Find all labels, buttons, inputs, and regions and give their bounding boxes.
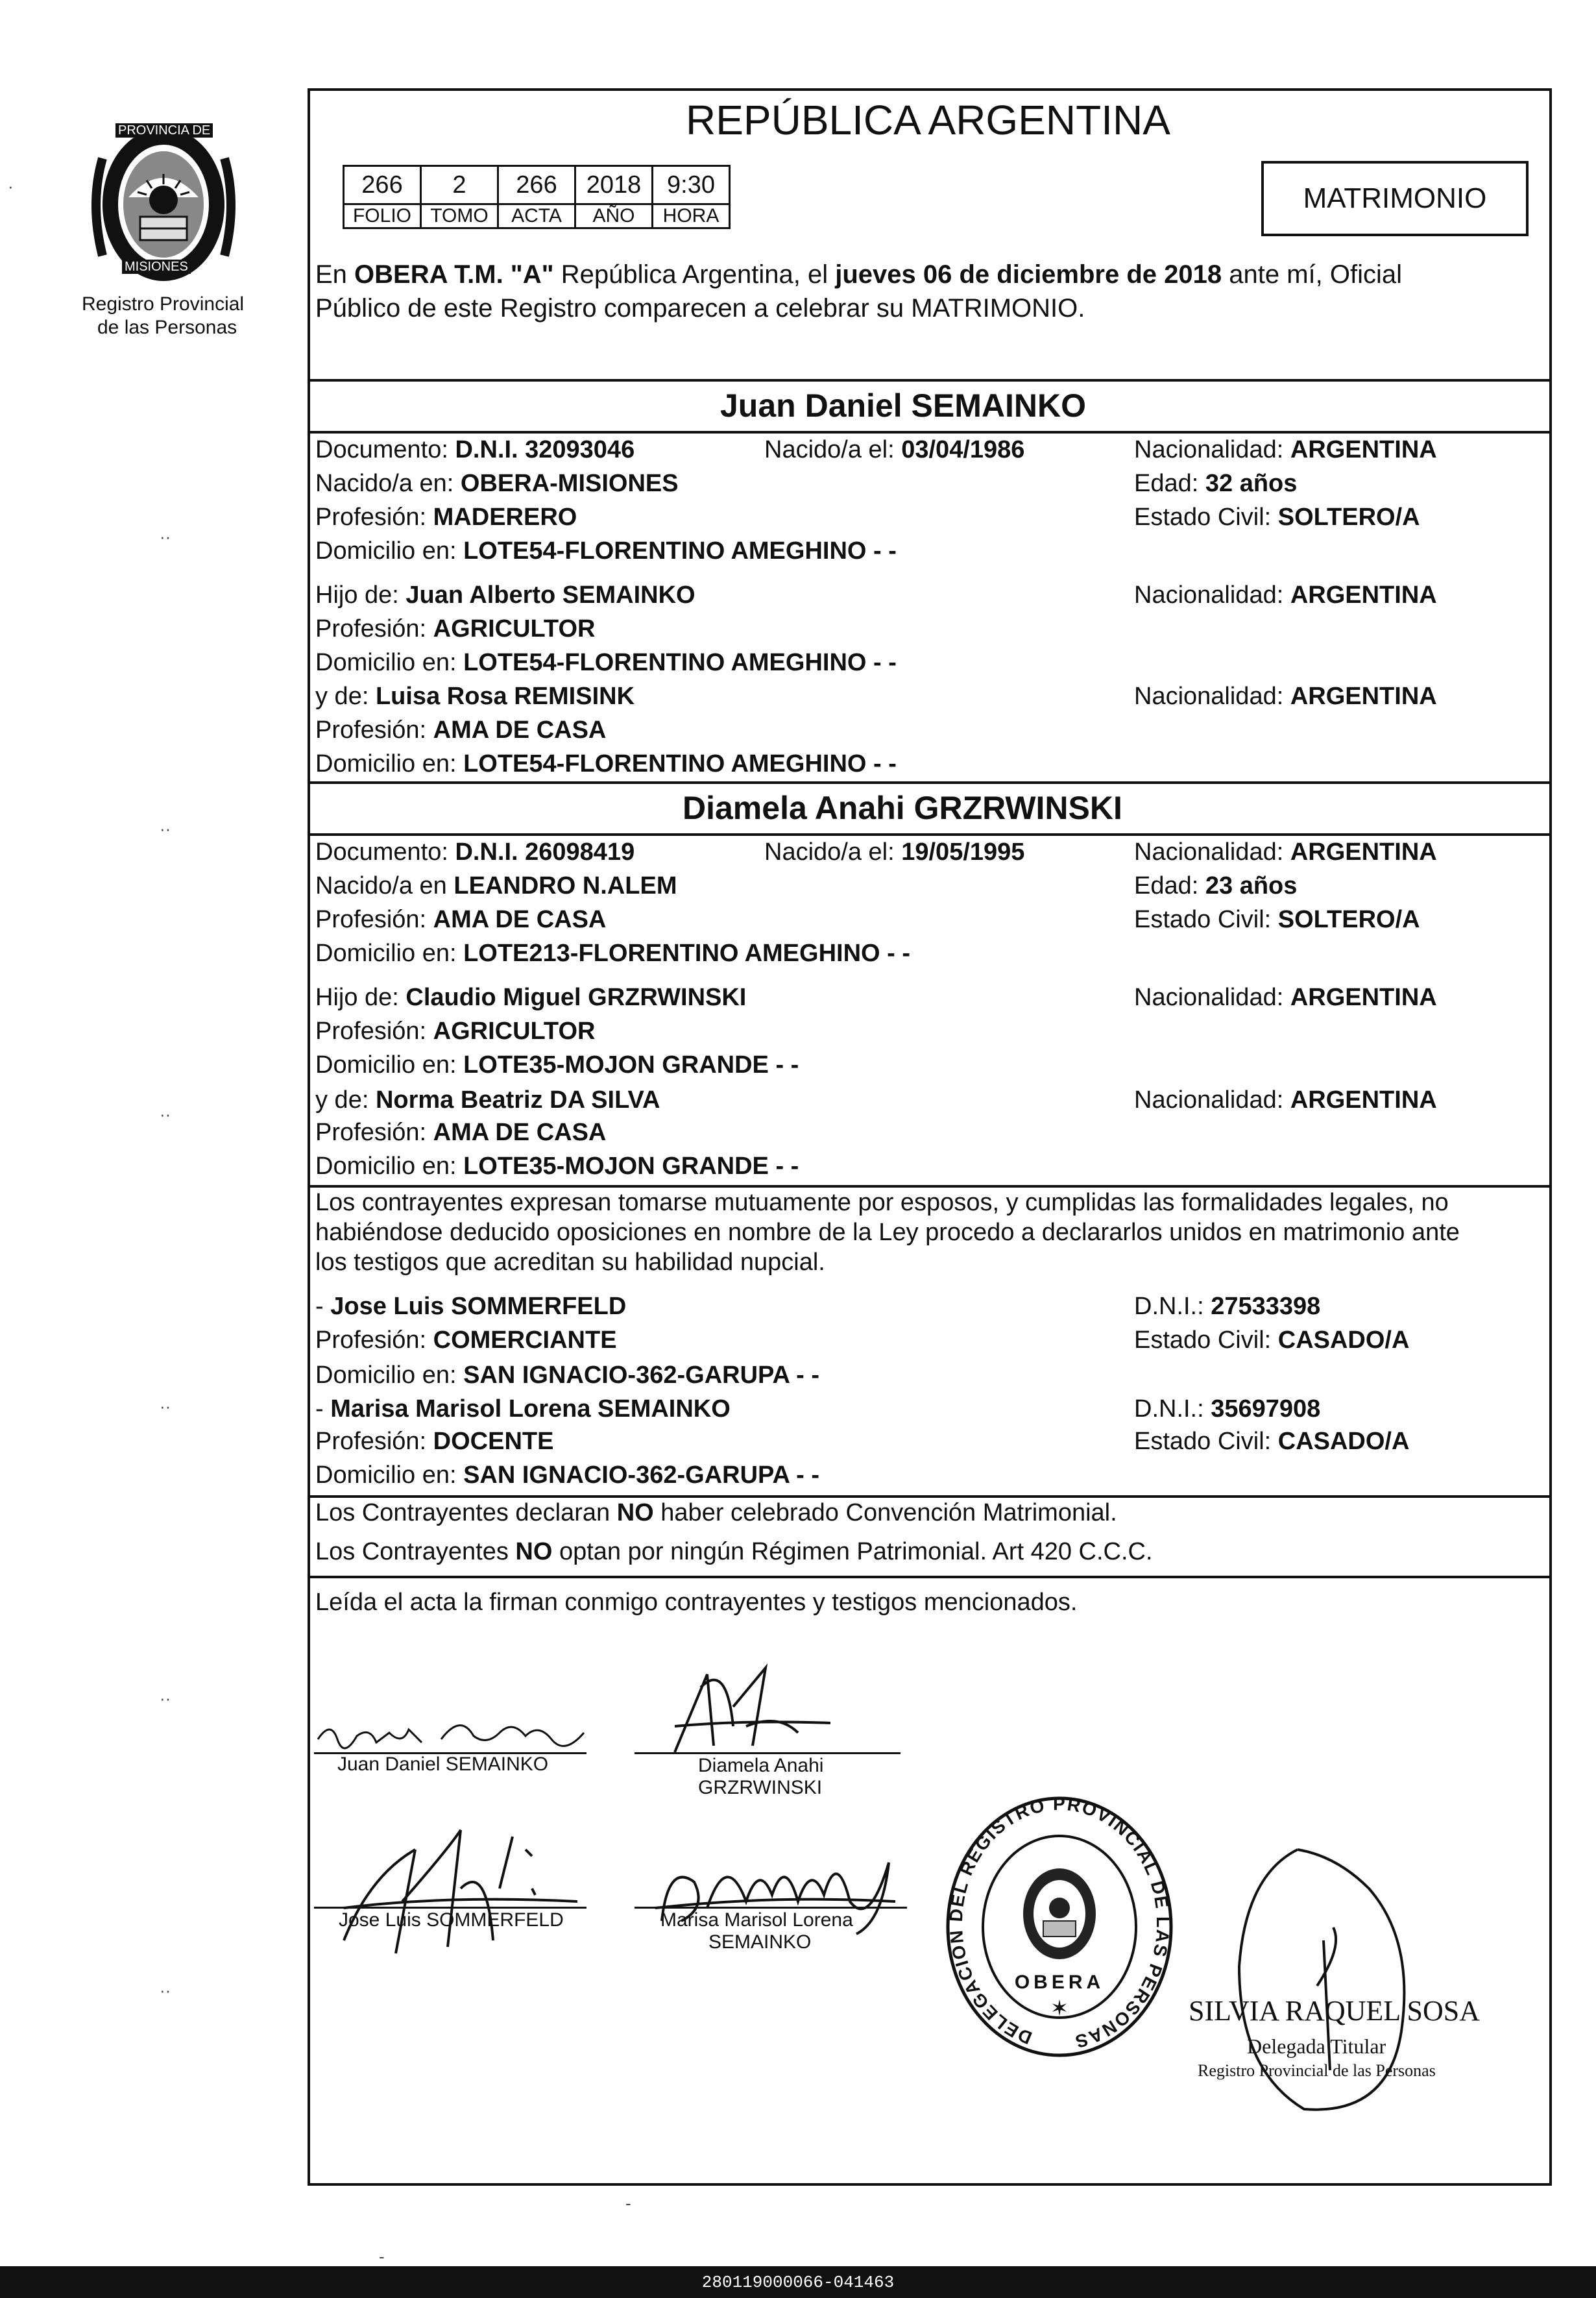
bride-profession: Profesión: AMA DE CASA <box>315 906 607 933</box>
tomo-label: TOMO <box>421 204 498 228</box>
margin-mark: · <box>8 177 14 196</box>
margin-mark: ·· <box>160 1105 171 1124</box>
witness2-address: Domicilio en: SAN IGNACIO-362-GARUPA - - <box>315 1461 819 1489</box>
act-reference-grid <box>343 165 731 229</box>
official-name: SILVIA RAQUEL SOSA <box>1189 1995 1481 2027</box>
acta-value: 266 <box>498 166 575 204</box>
divider <box>308 781 1552 784</box>
groom-civil-status: Estado Civil: SOLTERO/A <box>1134 504 1420 531</box>
bride-father: Hijo de: Claudio Miguel GRZRWINSKI <box>315 984 747 1011</box>
folio-value: 266 <box>344 166 421 204</box>
intro-line-1: En OBERA T.M. "A" República Argentina, el jueves 06 de diciembre de 2018 ante mí, Oficial <box>315 260 1403 289</box>
margin-mark: ·· <box>160 1397 171 1416</box>
witness2-signature-label-1: Marisa Marisol Lorena <box>660 1909 853 1931</box>
witness1-signature <box>318 1811 590 1960</box>
margin-mark: - <box>625 2194 631 2213</box>
document-barcode-footer: 280119000066-041463 <box>0 2266 1596 2298</box>
hora-label: HORA <box>653 204 730 228</box>
groom-profession: Profesión: MADERERO <box>315 504 577 531</box>
intro-line-2: Público de este Registro comparecen a celebrar su MATRIMONIO. <box>315 294 1085 323</box>
margin-mark: ·· <box>160 1981 171 2000</box>
act-type-box: MATRIMONIO <box>1261 161 1529 236</box>
witness2-name: - Marisa Marisol Lorena SEMAINKO <box>315 1395 731 1423</box>
divider <box>308 1576 1552 1578</box>
document-title: REPÚBLICA ARGENTINA <box>686 97 1170 143</box>
intro-date: jueves 06 de diciembre de 2018 <box>835 260 1222 289</box>
anio-label: AÑO <box>575 204 653 228</box>
signature-line <box>635 1752 901 1754</box>
groom-address: Domicilio en: LOTE54-FLORENTINO AMEGHINO - - <box>315 537 897 565</box>
anio-value: 2018 <box>575 166 653 204</box>
groom-birthplace: Nacido/a en: OBERA-MISIONES <box>315 470 679 497</box>
margin-mark: ·· <box>160 527 171 546</box>
regime-convention: Los Contrayentes declaran NO haber celebrado Convención Matrimonial. <box>315 1499 1117 1526</box>
bride-mother-profession: Profesión: AMA DE CASA <box>315 1119 607 1146</box>
logo-caption-2: de las Personas <box>97 317 237 338</box>
declaration-line-3: los testigos que acreditan su habilidad nupcial. <box>315 1249 825 1276</box>
bride-signature-label-1: Diamela Anahi <box>698 1755 824 1776</box>
bride-mother-nationality: Nacionalidad: ARGENTINA <box>1134 1086 1437 1114</box>
svg-text:✶: ✶ <box>1050 1996 1069 2022</box>
bride-father-nationality: Nacionalidad: ARGENTINA <box>1134 984 1437 1011</box>
groom-signature <box>311 1707 597 1759</box>
witness2-profession: Profesión: DOCENTE <box>315 1428 554 1455</box>
bride-father-profession: Profesión: AGRICULTOR <box>315 1018 596 1045</box>
groom-mother-nationality: Nacionalidad: ARGENTINA <box>1134 683 1437 710</box>
groom-mother-address: Domicilio en: LOTE54-FLORENTINO AMEGHINO - - <box>315 750 897 777</box>
divider <box>308 431 1552 434</box>
svg-text:OBERA: OBERA <box>1014 1972 1105 1993</box>
groom-father-address: Domicilio en: LOTE54-FLORENTINO AMEGHINO - - <box>315 649 897 676</box>
bride-signature-label-2: GRZRWINSKI <box>698 1777 823 1798</box>
witness1-signature-label: Jose Luis SOMMERFELD <box>339 1909 564 1931</box>
groom-father: Hijo de: Juan Alberto SEMAINKO <box>315 581 695 609</box>
witness2-dni: D.N.I.: 35697908 <box>1134 1395 1321 1423</box>
bride-father-address: Domicilio en: LOTE35-MOJON GRANDE - - <box>315 1051 799 1079</box>
witness1-profession: Profesión: COMERCIANTE <box>315 1326 617 1354</box>
bride-civil-status: Estado Civil: SOLTERO/A <box>1134 906 1420 933</box>
logo-caption-1: Registro Provincial <box>82 293 245 315</box>
margin-mark: ·· <box>160 1689 171 1708</box>
declaration-line-2: habiéndose deducido oposiciones en nombre de la Ley procedo a declararlos unidos en matrimonio ante <box>315 1219 1460 1246</box>
closing-statement: Leída el acta la firman conmigo contrayentes y testigos mencionados. <box>315 1589 1078 1616</box>
svg-text:DELEGACION DEL REGISTRO PROVIN: DELEGACION DEL REGISTRO PROVINCIAL DE LAS PERSONAS <box>945 1794 1174 2052</box>
official-stamp <box>939 1794 1179 2060</box>
groom-nationality: Nacionalidad: ARGENTINA <box>1134 436 1437 463</box>
groom-signature-label: Juan Daniel SEMAINKO <box>337 1754 549 1775</box>
witness1-name: - Jose Luis SOMMERFELD <box>315 1293 627 1320</box>
groom-age: Edad: 32 años <box>1134 470 1298 497</box>
declaration-line-1: Los contrayentes expresan tomarse mutuamente por esposos, y cumplidas las formalidades legales, no <box>315 1189 1449 1216</box>
official-organization: Registro Provincial de las Personas <box>1198 2061 1436 2080</box>
margin-mark: - <box>379 2247 385 2266</box>
tomo-value: 2 <box>421 166 498 204</box>
acta-label: ACTA <box>498 204 575 228</box>
witness1-address: Domicilio en: SAN IGNACIO-362-GARUPA - - <box>315 1362 819 1389</box>
divider <box>308 833 1552 836</box>
groom-father-nationality: Nacionalidad: ARGENTINA <box>1134 581 1437 609</box>
witness1-civil-status: Estado Civil: CASADO/A <box>1134 1326 1410 1354</box>
seal-bottom-text: MISIONES <box>122 260 191 274</box>
signature-line <box>314 1907 586 1909</box>
groom-father-profession: Profesión: AGRICULTOR <box>315 615 596 642</box>
groom-birthdate: Nacido/a el: 03/04/1986 <box>764 436 1025 463</box>
seal-top-text: PROVINCIA DE <box>115 123 213 138</box>
bride-document: Documento: D.N.I. 26098419 <box>315 838 635 866</box>
witness2-signature-label-2: SEMAINKO <box>708 1931 812 1953</box>
bride-nationality: Nacionalidad: ARGENTINA <box>1134 838 1437 866</box>
bride-age: Edad: 23 años <box>1134 872 1298 899</box>
signature-line <box>635 1907 907 1909</box>
official-title: Delegada Titular <box>1247 2035 1386 2058</box>
hora-value: 9:30 <box>653 166 730 204</box>
bride-birthdate: Nacido/a el: 19/05/1995 <box>764 838 1025 866</box>
margin-mark: ·· <box>160 819 171 838</box>
bride-birthplace: Nacido/a en LEANDRO N.ALEM <box>315 872 677 899</box>
regime-patrimonial: Los Contrayentes NO optan por ningún Régimen Patrimonial. Art 420 C.C.C. <box>315 1538 1153 1565</box>
groom-mother: y de: Luisa Rosa REMISINK <box>315 683 635 710</box>
divider <box>308 379 1552 382</box>
groom-name: Juan Daniel SEMAINKO <box>720 387 1086 424</box>
bride-mother-address: Domicilio en: LOTE35-MOJON GRANDE - - <box>315 1153 799 1180</box>
groom-document: Documento: D.N.I. 32093046 <box>315 436 635 463</box>
folio-label: FOLIO <box>344 204 421 228</box>
intro-place: OBERA T.M. "A" <box>354 260 554 289</box>
witness2-civil-status: Estado Civil: CASADO/A <box>1134 1428 1410 1455</box>
bride-signature <box>636 1648 843 1765</box>
bride-name: Diamela Anahi GRZRWINSKI <box>683 790 1122 826</box>
bride-mother: y de: Norma Beatriz DA SILVA <box>315 1086 660 1114</box>
witness1-dni: D.N.I.: 27533398 <box>1134 1293 1321 1320</box>
bride-address: Domicilio en: LOTE213-FLORENTINO AMEGHINO - - <box>315 940 911 967</box>
groom-mother-profession: Profesión: AMA DE CASA <box>315 716 607 744</box>
